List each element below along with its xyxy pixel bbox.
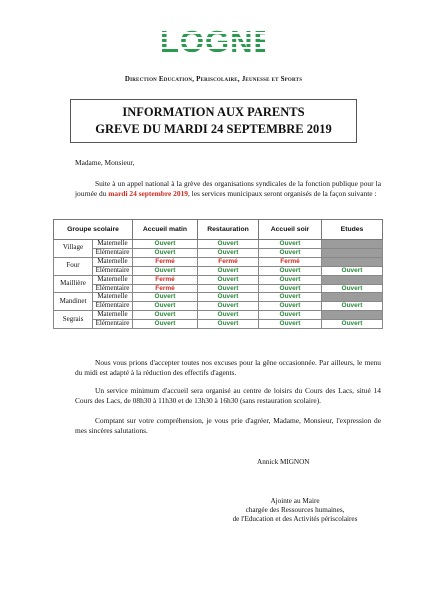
status-cell-soir	[259, 248, 322, 257]
status-cell-soir	[259, 257, 322, 266]
header-etudes: Etudes	[322, 220, 383, 240]
signatory-name: Annick MIGNON	[257, 458, 310, 466]
school-group-name: Four	[54, 257, 93, 275]
salutation: Madame, Monsieur,	[75, 158, 135, 167]
status-cell-etudes	[322, 320, 383, 329]
status-closed: Fermé	[155, 275, 175, 283]
table-row	[54, 320, 383, 329]
status-cell-matin	[133, 266, 198, 275]
status-cell-resto	[198, 320, 259, 329]
status-open: Ouvert	[279, 311, 301, 319]
status-cell-etudes	[322, 275, 383, 284]
status-cell-resto	[198, 311, 259, 320]
status-cell-soir	[259, 275, 322, 284]
status-open: Ouvert	[279, 275, 301, 283]
status-cell-resto	[198, 266, 259, 275]
school-level: Elémentaire	[93, 266, 133, 275]
status-open: Ouvert	[217, 248, 239, 256]
status-open: Ouvert	[154, 320, 176, 328]
intro-text-1: Suite à un appel national à la grève des organisations syndicales de la fonction publique pour la journée du	[75, 179, 381, 198]
header-restauration: Restauration	[198, 220, 259, 240]
status-cell-matin	[133, 257, 198, 266]
status-cell-etudes	[322, 240, 383, 249]
title-line-1: INFORMATION AUX PARENTS	[122, 105, 305, 119]
status-cell-soir	[259, 320, 322, 329]
status-cell-matin	[133, 284, 198, 293]
status-cell-resto	[198, 275, 259, 284]
status-open: Ouvert	[217, 240, 239, 247]
status-cell-resto	[198, 302, 259, 311]
school-level: Elémentaire	[93, 284, 133, 293]
status-cell-etudes	[322, 266, 383, 275]
logo-text: LOGNES	[160, 24, 297, 59]
status-cell-soir	[259, 240, 322, 249]
school-level: Maternelle	[93, 311, 133, 320]
school-level: Maternelle	[93, 275, 133, 284]
status-closed: Fermé	[280, 257, 300, 265]
school-level: Maternelle	[93, 257, 133, 266]
status-cell-soir	[259, 311, 322, 320]
strike-date: mardi 24 septembre 2019	[108, 188, 188, 198]
status-open: Ouvert	[279, 248, 301, 256]
status-cell-soir	[259, 302, 322, 311]
status-cell-etudes	[322, 311, 383, 320]
status-cell-matin	[133, 293, 198, 302]
status-open: Ouvert	[341, 284, 363, 292]
status-cell-etudes	[322, 302, 383, 311]
status-open: Ouvert	[154, 248, 176, 256]
status-closed: Fermé	[218, 257, 238, 265]
table-row	[54, 248, 383, 257]
school-level: Elémentaire	[93, 320, 133, 329]
school-level: Elémentaire	[93, 302, 133, 311]
status-cell-resto	[198, 240, 259, 249]
status-cell-soir	[259, 266, 322, 275]
school-group-name: Village	[54, 240, 93, 258]
status-open: Ouvert	[279, 302, 301, 310]
status-open: Ouvert	[217, 311, 239, 319]
intro-text-2: , les services municipaux seront organisés de la façon suivante :	[187, 188, 377, 198]
status-open: Ouvert	[341, 302, 363, 310]
status-cell-matin	[133, 302, 198, 311]
role-line-3: de l'Education et des Activités périscolaires	[232, 515, 358, 523]
status-cell-etudes	[322, 293, 383, 302]
status-open: Ouvert	[217, 284, 239, 292]
school-group-name: Mandinet	[54, 293, 93, 311]
header-groupe: Groupe scolaire	[54, 220, 133, 240]
status-cell-etudes	[322, 248, 383, 257]
intro-paragraph	[75, 179, 381, 198]
title-box	[70, 99, 357, 143]
signatory-role	[195, 497, 395, 524]
status-open: Ouvert	[154, 240, 176, 247]
status-cell-resto	[198, 293, 259, 302]
status-open: Ouvert	[341, 266, 363, 274]
status-cell-matin	[133, 248, 198, 257]
minimum-service-paragraph: Un service minimum d'accueil sera organisé au centre de loisirs du Cours des Lacs, situé 14 Cours des Lacs, de 08h30 à 11h30 et de 13h30 à 16h30 (sans restauration scolaire).	[75, 386, 381, 405]
status-closed: Fermé	[155, 257, 175, 265]
status-open: Ouvert	[279, 284, 301, 292]
status-open: Ouvert	[217, 320, 239, 328]
role-line-2: chargée des Ressources humaines,	[245, 506, 345, 514]
status-cell-resto	[198, 257, 259, 266]
apology-paragraph: Nous vous prions d'accepter toutes nos excuses pour la gêne occasionnée. Par ailleurs, le menu du midi est adapté à la réduction des effectifs d'agents.	[75, 358, 381, 377]
status-open: Ouvert	[217, 266, 239, 274]
department-header	[0, 75, 427, 83]
school-level: Maternelle	[93, 240, 133, 249]
status-open: Ouvert	[154, 311, 176, 319]
status-cell-matin	[133, 320, 198, 329]
status-open: Ouvert	[217, 302, 239, 310]
status-cell-resto	[198, 284, 259, 293]
lognes-logo	[160, 22, 297, 62]
school-group-name: Segrais	[54, 311, 93, 329]
school-level: Maternelle	[93, 293, 133, 302]
header-accueil-soir: Accueil soir	[259, 220, 322, 240]
status-open: Ouvert	[279, 240, 301, 247]
table-header-row	[54, 220, 383, 240]
status-open: Ouvert	[154, 302, 176, 310]
table-row	[54, 266, 383, 275]
status-closed: Fermé	[155, 284, 175, 292]
title-line-2: GREVE DU MARDI 24 SEPTEMBRE 2019	[95, 122, 332, 136]
status-open: Ouvert	[279, 266, 301, 274]
status-cell-matin	[133, 240, 198, 249]
table-row	[54, 275, 383, 284]
school-level: Elémentaire	[93, 248, 133, 257]
status-open: Ouvert	[217, 293, 239, 301]
status-open: Ouvert	[154, 293, 176, 301]
department-name: Direction Education, Periscolaire, Jeunesse et Sports	[124, 75, 303, 83]
status-cell-matin	[133, 275, 198, 284]
status-cell-soir	[259, 284, 322, 293]
status-open: Ouvert	[341, 320, 363, 328]
services-table	[53, 219, 383, 329]
status-cell-soir	[259, 293, 322, 302]
status-cell-etudes	[322, 284, 383, 293]
status-cell-resto	[198, 248, 259, 257]
status-open: Ouvert	[154, 266, 176, 274]
status-open: Ouvert	[279, 320, 301, 328]
table-row	[54, 257, 383, 266]
header-accueil-matin: Accueil matin	[133, 220, 198, 240]
closing-paragraph: Comptant sur votre compréhension, je vous prie d'agréer, Madame, Monsieur, l'expression de mes sincères salutations.	[75, 416, 381, 435]
status-open: Ouvert	[217, 275, 239, 283]
status-open: Ouvert	[279, 293, 301, 301]
status-cell-etudes	[322, 257, 383, 266]
status-cell-matin	[133, 311, 198, 320]
role-line-1: Ajointe au Maire	[270, 497, 320, 505]
school-group-name: Maillière	[54, 275, 93, 293]
